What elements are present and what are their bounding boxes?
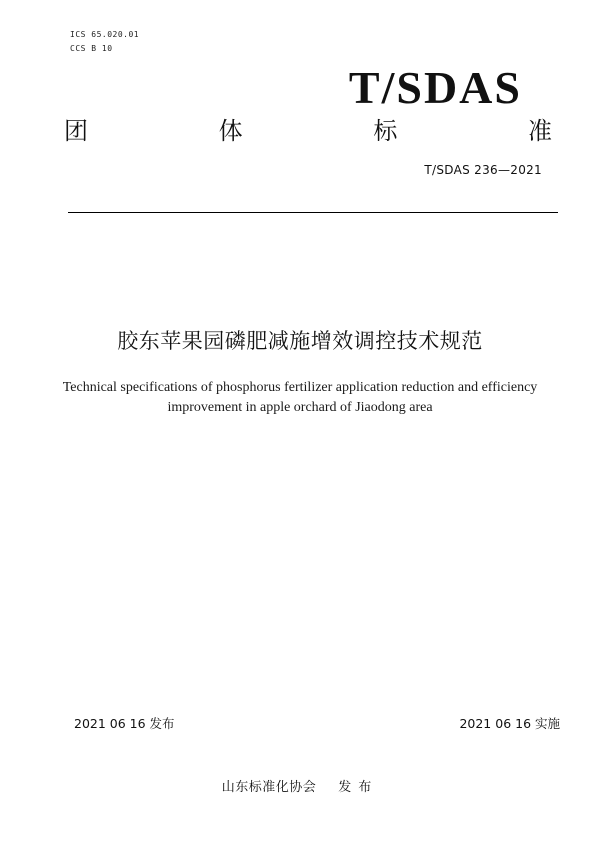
issue-action: 发布	[338, 780, 379, 795]
issuing-organization: 山东标准化协会	[221, 780, 317, 795]
ics-code: ICS 65.020.01	[70, 30, 140, 39]
standard-type-heading	[64, 116, 552, 146]
standard-type-char: 标	[373, 117, 398, 145]
ccs-code: CCS B 10	[70, 44, 113, 53]
standard-number: T/SDAS 236—2021	[424, 163, 542, 177]
document-title-english: Technical specifications of phosphorus fertilizer application reduction and efficiency improvement in apple orchard of Jiaodong area	[62, 380, 538, 415]
standard-type-char: 体	[218, 117, 243, 145]
publish-date: 2021 06 16 发布	[74, 716, 175, 731]
standard-type-char: 准	[527, 117, 552, 145]
standard-type-char: 团	[64, 117, 88, 145]
standard-org-code: T/SDAS	[348, 62, 522, 113]
issuer-line	[0, 776, 600, 795]
document-title-chinese: 胶东苹果园磷肥减施增效调控技术规范	[117, 329, 483, 353]
header-divider	[68, 212, 558, 213]
implementation-date: 2021 06 16 实施	[459, 716, 560, 731]
